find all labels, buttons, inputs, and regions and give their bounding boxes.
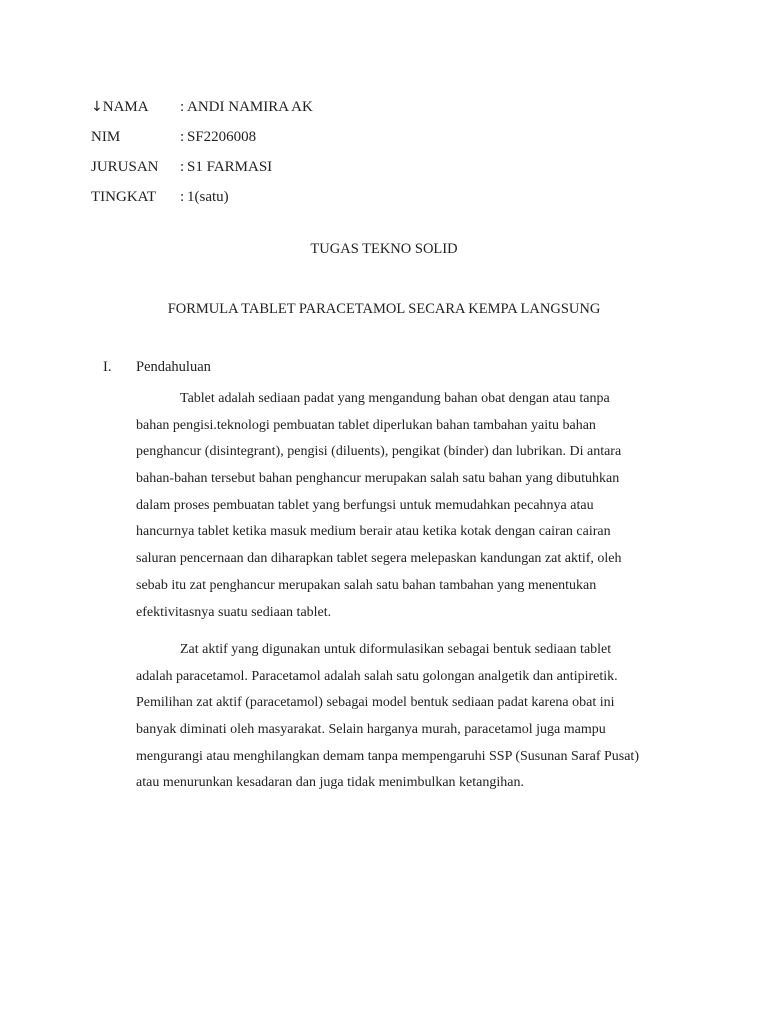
section-heading <box>103 359 211 376</box>
info-label-nim: NIM <box>91 129 121 145</box>
info-row-tingkat <box>91 182 313 212</box>
info-separator: : <box>180 99 185 115</box>
info-label-jurusan: JURUSAN <box>91 159 159 175</box>
assignment-title: TUGAS TEKNO SOLID <box>310 241 458 257</box>
paragraph-line: Zat aktif yang digunakan untuk diformulasikan sebagai bentuk sediaan tablet <box>180 642 612 657</box>
info-value-nim: SF2206008 <box>187 129 257 145</box>
paragraph-line: bahan pengisi.teknologi pembuatan tablet diperlukan bahan tambahan yaitu bahan <box>136 417 596 433</box>
info-row-jurusan <box>91 152 313 182</box>
paragraph-line: mengurangi atau menghilangkan demam tanpa mempengaruhi SSP (Susunan Saraf Pusat) <box>136 748 639 764</box>
paragraph-line: atau menurunkan kesadaran dan juga tidak menimbulkan ketangihan. <box>136 775 524 791</box>
info-row-nim <box>91 122 313 152</box>
down-arrow-icon: ↓ <box>91 99 103 115</box>
info-value-jurusan: S1 FARMASI <box>187 159 273 175</box>
info-label-tingkat: TINGKAT <box>91 189 156 205</box>
info-label-nama: ↓NAMA <box>91 99 149 115</box>
info-row-nama <box>91 92 313 122</box>
paragraph-line: Pemilihan zat aktif (paracetamol) sebagai model bentuk sediaan padat karena obat ini <box>136 695 615 711</box>
paragraph-line: banyak diminati oleh masyarakat. Selain harganya murah, paracetamol juga mampu <box>136 722 606 738</box>
info-value-tingkat: 1(satu) <box>187 189 229 205</box>
paragraph-line: sebab itu zat penghancur merupakan salah satu bahan tambahan yang menentukan <box>136 577 597 593</box>
paragraph-line: hancurnya tablet ketika masuk medium berair atau ketika kotak dengan cairan cairan <box>136 524 611 540</box>
info-value-nama: ANDI NAMIRA AK <box>187 99 313 115</box>
paragraph-line: saluran pencernaan dan diharapkan tablet segera melepaskan kandungan zat aktif, oleh <box>136 551 622 567</box>
section-title: Pendahuluan <box>136 359 211 375</box>
paragraph-line: Tablet adalah sediaan padat yang mengandung bahan obat dengan atau tanpa <box>180 391 610 406</box>
info-separator: : <box>180 129 185 145</box>
student-info-table <box>91 92 313 212</box>
paragraph-line: dalam proses pembuatan tablet yang berfungsi untuk memudahkan pecahnya atau <box>136 497 594 513</box>
paragraph-1 <box>136 386 684 626</box>
paragraph-2 <box>136 637 684 797</box>
section-number: I. <box>103 359 112 375</box>
paragraph-line: efektivitasnya suatu sediaan tablet. <box>136 604 332 620</box>
paragraph-line: adalah paracetamol. Paracetamol adalah salah satu golongan analgetik dan antipiretik. <box>136 668 618 684</box>
paragraph-line: penghancur (disintegrant), pengisi (diluents), pengikat (binder) dan lubrikan. Di antara <box>136 444 622 460</box>
paragraph-line: bahan-bahan tersebut bahan penghancur merupakan salah satu bahan yang dibutuhkan <box>136 471 620 487</box>
topic-title: FORMULA TABLET PARACETAMOL SECARA KEMPA LANGSUNG <box>167 301 601 317</box>
info-separator: : <box>180 159 185 175</box>
info-separator: : <box>180 189 185 205</box>
